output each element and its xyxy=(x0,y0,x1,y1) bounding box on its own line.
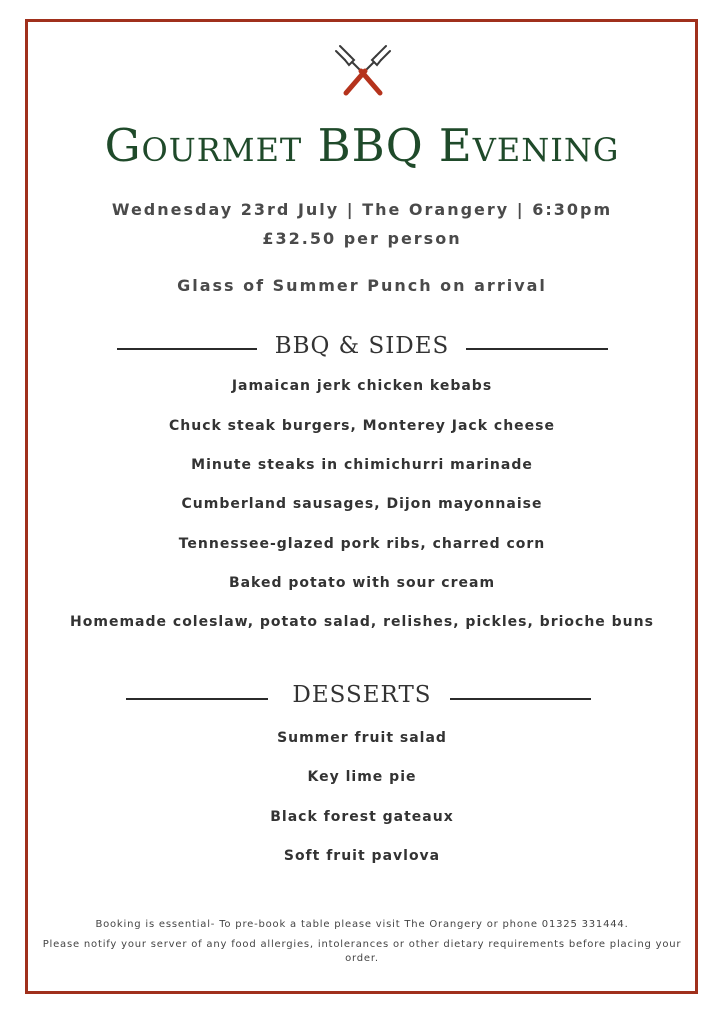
menu-item: Homemade coleslaw, potato salad, relishes, pickles, brioche buns xyxy=(70,614,654,630)
section-rule-right xyxy=(466,348,608,350)
menu-item: Jamaican jerk chicken kebabs xyxy=(231,378,493,394)
event-title: Gourmet BBQ Evening xyxy=(104,119,620,172)
arrival-drink: Glass of Summer Punch on arrival xyxy=(177,276,547,295)
menu-item: Chuck steak burgers, Monterey Jack cheese xyxy=(168,418,555,434)
menu-item: Black forest gateaux xyxy=(270,809,454,825)
menu-item: Cumberland sausages, Dijon mayonnaise xyxy=(181,496,543,512)
event-date-venue-time: Wednesday 23rd July | The Orangery | 6:30pm xyxy=(111,200,613,219)
allergy-note: Please notify your server of any food allergies, intolerances or other dietary requirements before placing your order. xyxy=(42,939,682,964)
section-heading-desserts: DESSERTS xyxy=(292,682,432,708)
menu-item: Key lime pie xyxy=(307,769,417,785)
menu-item: Minute steaks in chimichurri marinade xyxy=(191,457,533,473)
booking-note: Booking is essential- To pre-book a table please visit The Orangery or phone 01325 331444. xyxy=(95,919,629,930)
menu-item: Tennessee-glazed pork ribs, charred corn xyxy=(178,536,546,552)
menu-item: Soft fruit pavlova xyxy=(283,848,441,864)
event-price: £32.50 per person xyxy=(262,229,462,248)
menu-item: Summer fruit salad xyxy=(277,730,447,746)
section-heading-bbq: BBQ & SIDES xyxy=(274,333,450,359)
section-rule-right xyxy=(450,698,591,700)
crossed-bbq-forks-icon xyxy=(334,42,392,100)
menu-item: Baked potato with sour cream xyxy=(228,575,496,591)
